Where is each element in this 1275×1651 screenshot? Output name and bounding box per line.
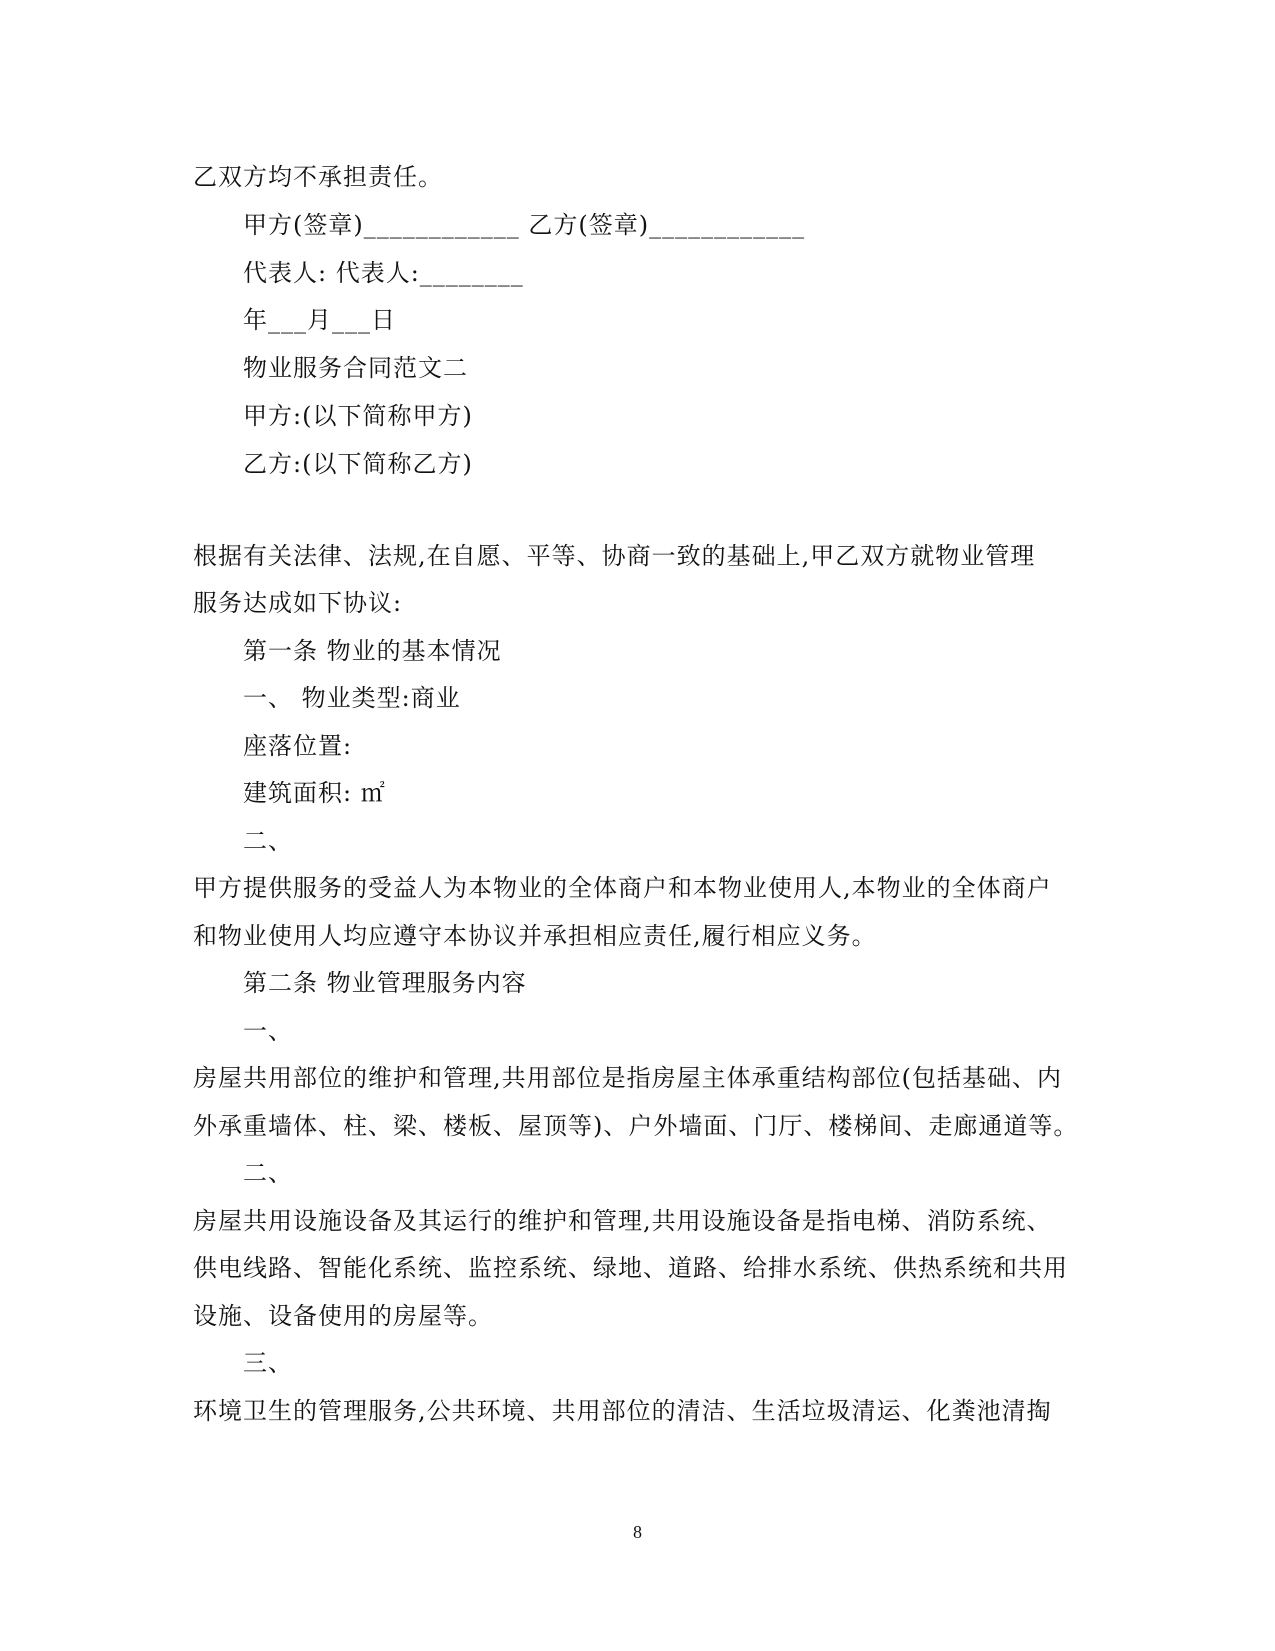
article-heading: 第一条 物业的基本情况 bbox=[243, 637, 502, 665]
paragraph-line: 房屋共用设施设备及其运行的维护和管理,共用设施设备是指电梯、消防系统、 bbox=[193, 1207, 1052, 1235]
clause-number: 二、 bbox=[243, 827, 293, 855]
party-b-line: 乙方:(以下简称乙方) bbox=[243, 450, 473, 478]
paragraph-line: 外承重墙体、柱、梁、楼板、屋顶等)、户外墙面、门厅、楼梯间、走廊通道等。 bbox=[193, 1112, 1079, 1140]
clause-line: 一、 物业类型:商业 bbox=[243, 684, 461, 712]
page-number: 8 bbox=[633, 1522, 642, 1542]
signature-line: 甲方(签章)____________ 乙方(签章)____________ bbox=[243, 211, 806, 239]
paragraph-line: 和物业使用人均应遵守本协议并承担相应责任,履行相应义务。 bbox=[193, 922, 877, 950]
section-title: 物业服务合同范文二 bbox=[243, 354, 468, 382]
paragraph-line: 设施、设备使用的房屋等。 bbox=[193, 1302, 493, 1330]
clause-number: 一、 bbox=[243, 1017, 293, 1045]
article-heading: 第二条 物业管理服务内容 bbox=[243, 969, 527, 997]
paragraph-line: 根据有关法律、法规,在自愿、平等、协商一致的基础上,甲乙双方就物业管理 bbox=[193, 542, 1036, 570]
paragraph-line: 供电线路、智能化系统、监控系统、绿地、道路、给排水系统、供热系统和共用 bbox=[193, 1254, 1068, 1282]
paragraph-line: 环境卫生的管理服务,公共环境、共用部位的清洁、生活垃圾清运、化粪池清掏 bbox=[193, 1397, 1052, 1425]
paragraph-line: 甲方提供服务的受益人为本物业的全体商户和本物业使用人,本物业的全体商户 bbox=[193, 874, 1052, 902]
clause-line: 座落位置: bbox=[243, 732, 353, 760]
paragraph-line: 房屋共用部位的维护和管理,共用部位是指房屋主体承重结构部位(包括基础、内 bbox=[193, 1064, 1062, 1092]
clause-number: 三、 bbox=[243, 1349, 293, 1377]
paragraph-line: 服务达成如下协议: bbox=[193, 589, 403, 617]
text-line: 乙双方均不承担责任。 bbox=[193, 163, 443, 191]
clause-line: 建筑面积: ㎡ bbox=[243, 779, 386, 807]
date-line: 年___月___日 bbox=[243, 306, 396, 334]
party-a-line: 甲方:(以下简称甲方) bbox=[243, 402, 473, 430]
representative-line: 代表人: 代表人:________ bbox=[243, 259, 524, 287]
clause-number: 二、 bbox=[243, 1159, 293, 1187]
